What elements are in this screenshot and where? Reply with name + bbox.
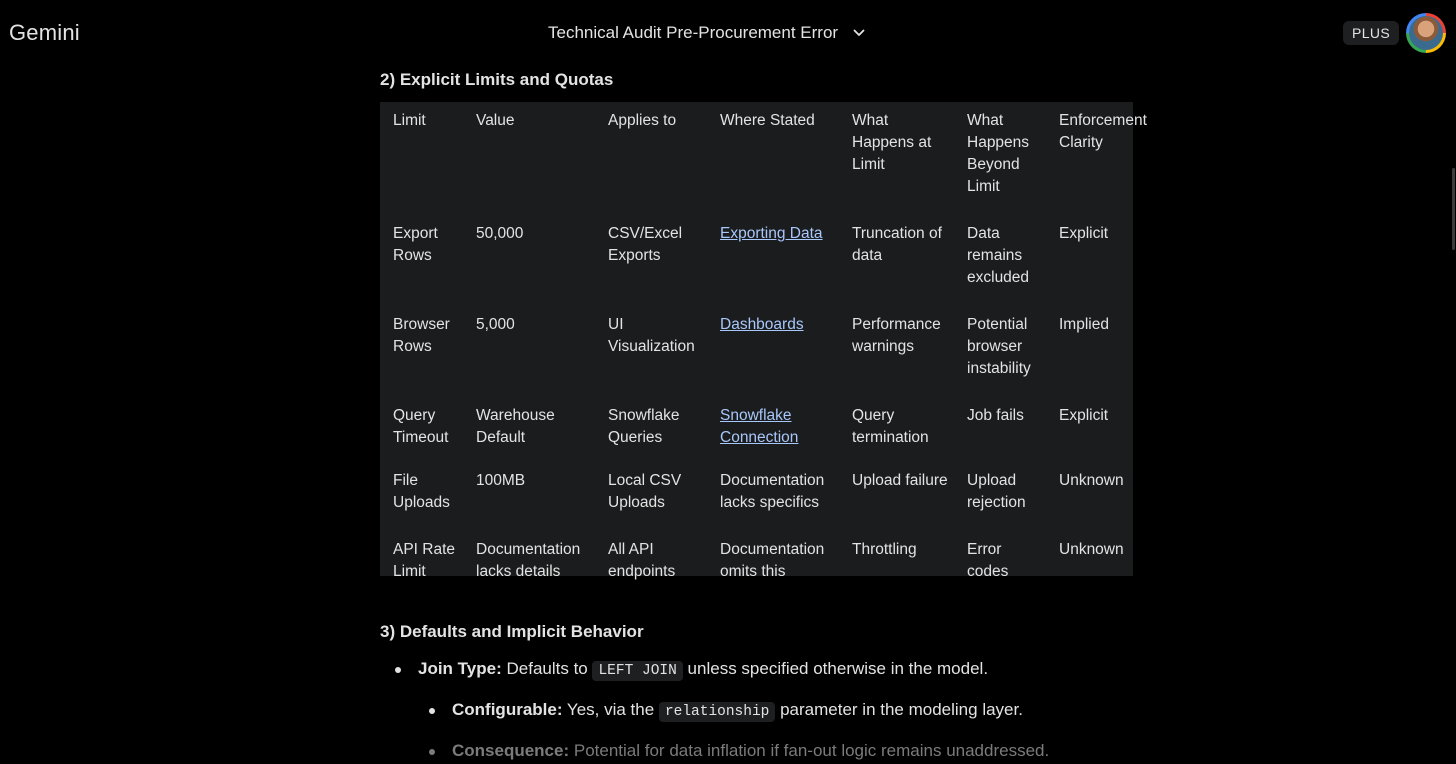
table-cell-where-stated: Documentation omits this (720, 541, 825, 580)
table-cell-beyond-limit: Job fails (967, 407, 1024, 424)
table-cell-beyond-limit: Error codes (967, 541, 1009, 580)
table-cell-clarity: Explicit (1059, 225, 1109, 242)
list-item-text: parameter in the modeling layer. (780, 700, 1023, 719)
gemini-logo-text[interactable]: Gemini (9, 20, 80, 45)
list-item-configurable (380, 697, 1140, 725)
table-row (380, 531, 1150, 600)
table-cell-applies-to: CSV/Excel Exports (608, 225, 683, 264)
table-cell-value: 100MB (476, 472, 526, 489)
table-cell-applies-to: UI Visualization (608, 316, 695, 355)
bullet-icon (395, 667, 401, 673)
table-cell-beyond-limit: Upload rejection (967, 472, 1026, 511)
table-cell-where-stated (707, 397, 839, 462)
documentation-link[interactable]: Snowflake Connection (720, 407, 799, 446)
table-cell-applies-to: Snowflake Queries (608, 407, 680, 446)
limits-table (380, 102, 1150, 600)
table-cell-limit: Browser Rows (393, 316, 450, 355)
column-header: Value (476, 112, 515, 129)
column-header: Applies to (608, 112, 677, 129)
table-row (380, 215, 1150, 306)
avatar-image (1409, 16, 1443, 50)
table-row (380, 306, 1150, 397)
table-cell-limit: Export Rows (393, 225, 438, 264)
list-item-label: Join Type: (418, 659, 502, 678)
table-cell-beyond-limit: Potential browser instability (967, 316, 1031, 377)
conversation-title: Technical Audit Pre-Procurement Error (548, 23, 839, 42)
table-cell-clarity: Implied (1059, 316, 1109, 333)
documentation-link[interactable]: Dashboards (720, 316, 804, 333)
column-header: Limit (393, 112, 426, 129)
table-cell-at-limit: Truncation of data (852, 225, 942, 264)
inline-code: relationship (659, 702, 775, 722)
column-header: What Happens Beyond Limit (967, 112, 1030, 195)
table-cell-limit: API Rate Limit (393, 541, 456, 580)
list-item-label: Consequence: (452, 741, 570, 760)
table-row (380, 397, 1150, 462)
section-heading-defaults: 3) Defaults and Implicit Behavior (380, 622, 644, 641)
list-item-consequence (380, 738, 1140, 764)
limits-table-container[interactable] (380, 102, 1147, 580)
table-cell-clarity: Explicit (1059, 407, 1109, 424)
table-cell-where-stated: Documentation lacks specifics (720, 472, 825, 511)
table-cell-limit: Query Timeout (393, 407, 449, 446)
defaults-list (380, 656, 1140, 764)
avatar[interactable] (1406, 13, 1446, 53)
scrollbar-thumb[interactable] (1452, 168, 1455, 250)
table-cell-applies-to: Local CSV Uploads (608, 472, 682, 511)
table-cell-value: Documentation lacks details (476, 541, 581, 580)
section-heading-limits: 2) Explicit Limits and Quotas (380, 70, 614, 89)
conversation-title-dropdown[interactable] (548, 22, 870, 44)
table-cell-beyond-limit: Data remains excluded (967, 225, 1030, 286)
list-item-text: Potential for data inflation if fan-out logic remains unaddressed. (573, 741, 1050, 760)
table-cell-value: 50,000 (476, 225, 524, 242)
bullet-icon (429, 708, 435, 714)
table-cell-where-stated (707, 215, 839, 306)
list-item-label: Configurable: (452, 700, 563, 719)
table-row (380, 462, 1150, 531)
list-item-text: unless specified otherwise in the model. (687, 659, 989, 678)
table-cell-applies-to: All API endpoints (608, 541, 676, 580)
list-item-join-type (380, 656, 1140, 684)
column-header: Enforcement Clarity (1059, 112, 1147, 151)
table-cell-at-limit: Throttling (852, 541, 917, 558)
table-cell-limit: File Uploads (393, 472, 450, 511)
inline-code: LEFT JOIN (592, 661, 682, 681)
table-cell-at-limit: Query termination (852, 407, 929, 446)
list-item-text: Yes, via the (566, 700, 655, 719)
table-cell-value: Warehouse Default (476, 407, 555, 446)
table-cell-value: 5,000 (476, 316, 515, 333)
table-header-row (380, 102, 1150, 215)
table-cell-at-limit: Performance warnings (852, 316, 941, 355)
chevron-down-icon (848, 22, 870, 44)
plan-badge[interactable]: PLUS (1343, 21, 1399, 45)
table-cell-clarity: Unknown (1059, 541, 1124, 558)
column-header: Where Stated (720, 112, 815, 129)
table-cell-where-stated (707, 306, 839, 397)
top-bar (0, 0, 1456, 66)
documentation-link[interactable]: Exporting Data (720, 225, 823, 242)
column-header: What Happens at Limit (852, 112, 932, 173)
table-cell-at-limit: Upload failure (852, 472, 948, 489)
list-item-text: Defaults to (506, 659, 588, 678)
table-cell-clarity: Unknown (1059, 472, 1124, 489)
bullet-icon (429, 749, 435, 755)
